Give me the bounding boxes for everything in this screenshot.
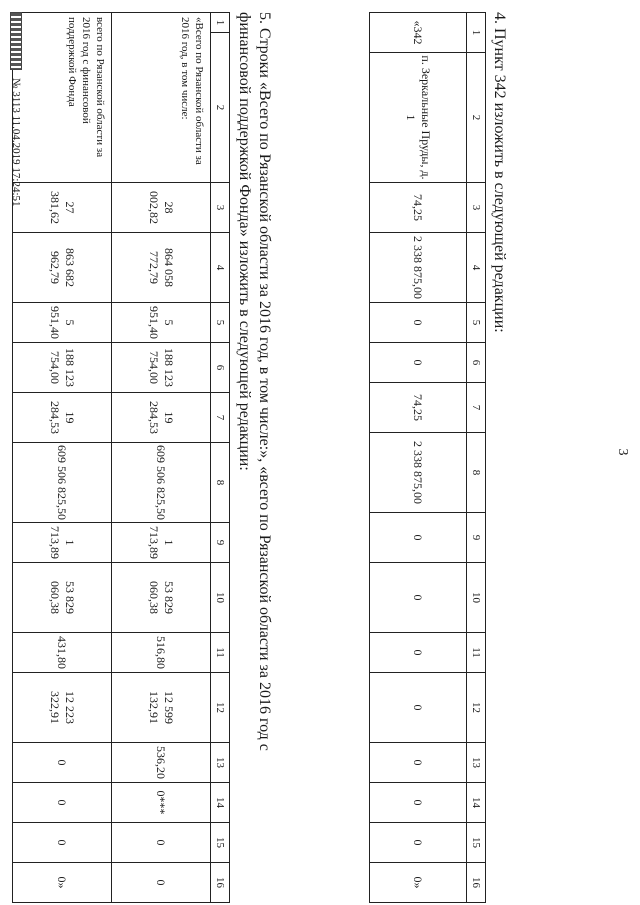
table-cell: 188 123 754,00 bbox=[112, 343, 211, 393]
row-description: всего по Рязанской области за 2016 год с финансовой поддержкой Фонда bbox=[13, 13, 112, 183]
section-5-title-line-1: 5. Строки «Всего по Рязанской области за 2016 год, в том числе:», «всего по Рязанской области за 2016 год с bbox=[256, 12, 273, 751]
header-cell: 7 bbox=[467, 383, 486, 433]
table-cell: 0 bbox=[370, 743, 467, 783]
header-cell: 3 bbox=[211, 183, 230, 233]
header-cell: 8 bbox=[211, 443, 230, 523]
header-cell: 9 bbox=[467, 513, 486, 563]
table-cell: 431,80 bbox=[13, 633, 112, 673]
table-cell: 74,25 bbox=[370, 183, 467, 233]
header-cell: 4 bbox=[211, 233, 230, 303]
header-cell: 10 bbox=[211, 563, 230, 633]
header-cell: 11 bbox=[211, 633, 230, 673]
row-description: «Всего по Рязанской области за 2016 год, в том числе: bbox=[112, 13, 211, 183]
barcode-stamp-icon bbox=[10, 12, 22, 70]
header-cell: 10 bbox=[467, 563, 486, 633]
header-cell: 12 bbox=[467, 673, 486, 743]
header-cell: 11 bbox=[467, 633, 486, 673]
table-cell: «342 bbox=[370, 13, 467, 53]
table-cell: 28 002,82 bbox=[112, 183, 211, 233]
table-cell: 0 bbox=[370, 303, 467, 343]
table-cell: 188 123 754,00 bbox=[13, 343, 112, 393]
table-cell: 609 506 825,50 bbox=[13, 443, 112, 523]
table-cell: 2 338 875,00 bbox=[370, 233, 467, 303]
header-cell: 15 bbox=[211, 823, 230, 863]
header-cell: 13 bbox=[211, 743, 230, 783]
table-cell: 0*** bbox=[112, 783, 211, 823]
header-cell: 8 bbox=[467, 433, 486, 513]
header-cell: 4 bbox=[467, 233, 486, 303]
header-cell: 6 bbox=[211, 343, 230, 393]
table-header-row bbox=[211, 13, 230, 903]
table-cell: 0 bbox=[370, 783, 467, 823]
table-cell: 864 058 772,79 bbox=[112, 233, 211, 303]
table-cell: 516,80 bbox=[112, 633, 211, 673]
table-cell: 863 682 962,79 bbox=[13, 233, 112, 303]
table-cell: 53 829 060,38 bbox=[112, 563, 211, 633]
section-4-title: 4. Пункт 342 изложить в следующей редакции: bbox=[491, 12, 508, 333]
table-cell: 5 951,40 bbox=[13, 303, 112, 343]
table-cell: п. Зеркальные Пруды, д. 1 bbox=[370, 53, 467, 183]
header-cell: 5 bbox=[467, 303, 486, 343]
table-cell: 0 bbox=[370, 513, 467, 563]
table-cell: 0 bbox=[13, 743, 112, 783]
table-cell: 0 bbox=[370, 343, 467, 383]
table-row bbox=[112, 13, 211, 903]
table-cell: 0 bbox=[112, 863, 211, 903]
table-cell: 0 bbox=[370, 823, 467, 863]
page-number: 3 bbox=[615, 448, 630, 456]
section-4-table bbox=[369, 12, 486, 903]
header-cell: 12 bbox=[211, 673, 230, 743]
table-cell: 0 bbox=[370, 633, 467, 673]
header-cell: 7 bbox=[211, 393, 230, 443]
header-cell: 14 bbox=[211, 783, 230, 823]
table-cell: 19 284,53 bbox=[112, 393, 211, 443]
registration-stamp bbox=[10, 12, 22, 207]
header-cell: 15 bbox=[467, 823, 486, 863]
table-cell: 5 951,40 bbox=[112, 303, 211, 343]
section-5-title-line-2: финансовой поддержкой Фонда» изложить в следующей редакции: bbox=[236, 12, 253, 471]
table-cell: 1 713,89 bbox=[112, 523, 211, 563]
header-cell: 3 bbox=[467, 183, 486, 233]
table-cell: 53 829 060,38 bbox=[13, 563, 112, 633]
header-cell: 1 bbox=[467, 13, 486, 53]
registration-text: № 3113 11.04.2019 17:24:51 bbox=[10, 78, 22, 207]
header-cell: 2 bbox=[211, 33, 230, 183]
header-cell: 5 bbox=[211, 303, 230, 343]
table-cell: 2 338 875,00 bbox=[370, 433, 467, 513]
document-page bbox=[10, 12, 630, 892]
header-cell: 2 bbox=[467, 53, 486, 183]
table-cell: 609 506 825,50 bbox=[112, 443, 211, 523]
section-5-table bbox=[12, 12, 230, 903]
section-5-title bbox=[234, 12, 274, 751]
table-cell: 0 bbox=[370, 563, 467, 633]
table-cell: 0» bbox=[370, 863, 467, 903]
table-row bbox=[370, 13, 467, 903]
header-cell: 9 bbox=[211, 523, 230, 563]
table-cell: 0 bbox=[13, 783, 112, 823]
header-cell: 13 bbox=[467, 743, 486, 783]
table-cell: 536,20 bbox=[112, 743, 211, 783]
header-cell: 1 bbox=[211, 13, 230, 33]
header-cell: 16 bbox=[467, 863, 486, 903]
table-cell: 0 bbox=[112, 823, 211, 863]
header-cell: 6 bbox=[467, 343, 486, 383]
table-cell: 0» bbox=[13, 863, 112, 903]
table-cell: 74,25 bbox=[370, 383, 467, 433]
table-cell: 27 381,62 bbox=[13, 183, 112, 233]
table-header-row bbox=[467, 13, 486, 903]
table-cell: 1 713,89 bbox=[13, 523, 112, 563]
table-row bbox=[13, 13, 112, 903]
header-cell: 16 bbox=[211, 863, 230, 903]
table-cell: 12 223 322,91 bbox=[13, 673, 112, 743]
table-cell: 0 bbox=[370, 673, 467, 743]
header-cell: 14 bbox=[467, 783, 486, 823]
table-cell: 0 bbox=[13, 823, 112, 863]
table-cell: 12 599 132,91 bbox=[112, 673, 211, 743]
table-cell: 19 284,53 bbox=[13, 393, 112, 443]
